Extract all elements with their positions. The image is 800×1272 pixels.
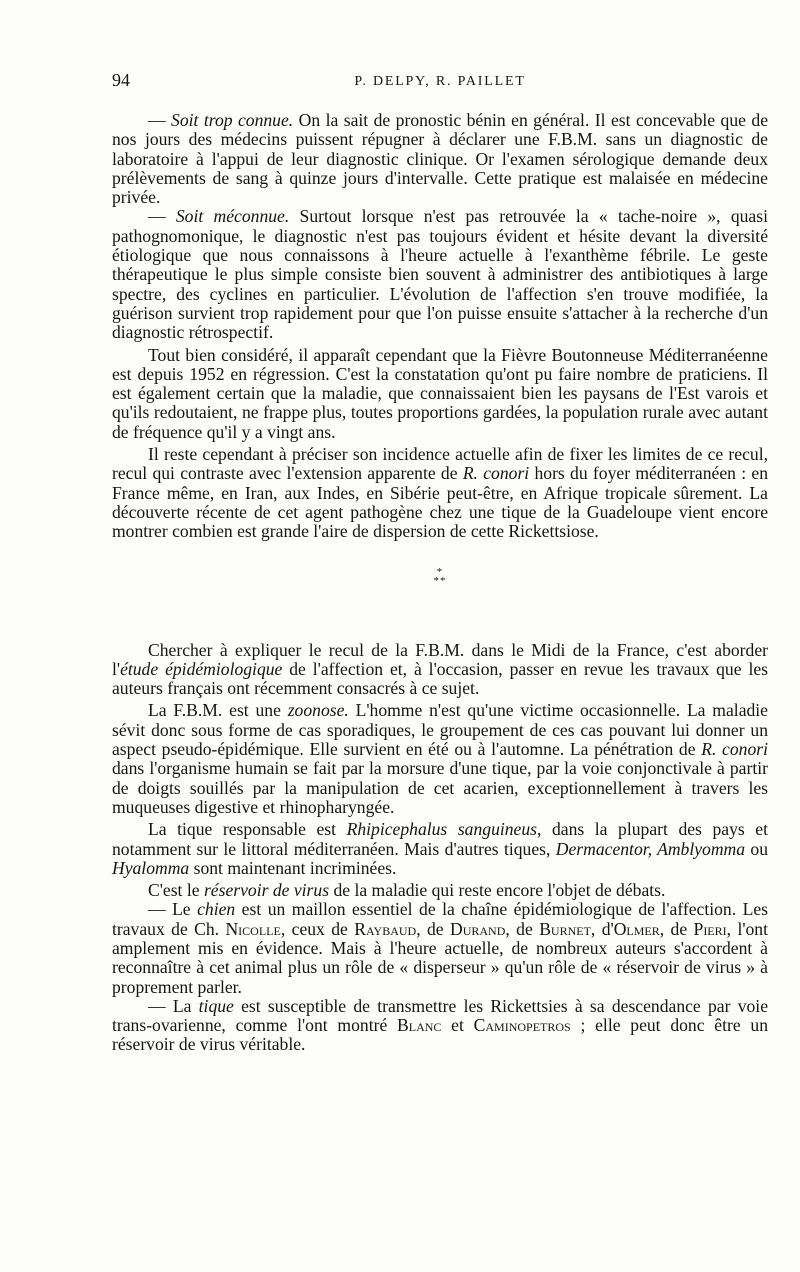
body-text [112, 111, 768, 1055]
text-run: , de [416, 918, 451, 939]
italic-run: Dermacentor, Amblyomma [555, 838, 746, 859]
paragraph-incidence [112, 445, 768, 541]
author-name: Olmer [613, 918, 660, 939]
text-run: , de [505, 918, 540, 939]
asterism-top: * [436, 565, 444, 578]
text-run: dans l'organisme humain se fait par la morsure d'une tique, par la voie conjonctivale à partir de doigts souillés par la manipulation de cet acarien, exceptionnellement à travers les muqueuses digestive et rhinopharyngée. [112, 758, 768, 817]
paragraph-etude-epidemiologique [112, 641, 768, 699]
paragraph-regression [112, 346, 768, 442]
italic-run: tique [198, 995, 234, 1016]
paragraph-soit-meconnue [112, 207, 768, 342]
italic-run: R. conori [462, 463, 530, 484]
text-run: La tique responsable est [148, 819, 347, 840]
author-name: Blanc [397, 1015, 442, 1036]
asterism-bottom: ** [433, 574, 447, 587]
author-name: Pieri [693, 918, 727, 939]
text-run: est susceptible de transmettre les Rickettsies à sa descendance par voie trans-ovarienne, comme l'ont montré [112, 995, 769, 1036]
italic-run: chien [197, 899, 236, 920]
italic-run: Soit trop connue. [171, 110, 294, 130]
page-header [112, 70, 768, 94]
text-run: , de [659, 918, 694, 939]
paragraph-reservoir [112, 881, 768, 900]
author-name: Burnet [539, 918, 591, 939]
text-run: — [148, 110, 172, 130]
text-run: , l'ont amplement mis en évidence. Mais à l'heure actuelle, de nombreux auteurs s'accordent à reconnaître à cet animal plus un rôle de « disperseur » qu'un rôle de « réservoir de virus » à proprement parler. [112, 918, 768, 997]
text-run: de l'affection et, à l'occasion, passer en revue les travaux que les auteurs français ont récemment consacrés à ce sujet. [112, 658, 768, 699]
text-run: L'homme n'est qu'une victime occasionnelle. La maladie sévit donc sous forme de cas sporadiques, le groupement de ces cas pouvant lui donner un aspect pseudo-épidémique. Elle survient en été ou à l'automne. La pénétration de [112, 700, 768, 760]
text-run: Tout bien considéré, il apparaît cependant que la Fièvre Boutonneuse Méditerranéenne est depuis 1952 en régression. C'est la constatation qu'ont pu faire nombre de praticiens. Il est également certain que la maladie, que connaissaient bien les paysans de l'Est varois et qu'ils redoutaient, ne frappe plus, toutes proportions gardées, la population rurale avec autant de fréquence qu'il y a vingt ans. [112, 344, 768, 442]
italic-run: R. conori [701, 739, 768, 760]
text-run: Il reste cependant à préciser son incidence actuelle afin de fixer les limites de ce recul, recul qui contraste avec l'extension apparente de [112, 444, 768, 484]
paragraph-tique-transovarienne [112, 997, 768, 1055]
text-run: de la maladie qui reste encore l'objet de débats. [329, 880, 666, 901]
italic-run: Hyalomma [112, 857, 190, 878]
text-run: Surtout lorsque n'est pas retrouvée la « tache-noire », quasi pathognomonique, le diagnostic n'est pas toujours évident et hésite devant la diversité étiologique que nous connaissons à l'heure actuelle à l'exanthème fébrile. Le geste thérapeutique le plus simple consiste bien souvent à administrer des antibiotiques à large spectre, des cyclines en particulier. L'évolution de l'affection s'en trouve modifiée, la guérison survient trop rapidement pour que l'on puisse ensuite s'attacher à la recherche d'un diagnostic rétrospectif. [112, 206, 768, 343]
text-run: hors du foyer méditerranéen : en France même, en Iran, aux Indes, en Sibérie peut-être, en Afrique tropicale sûrement. La découverte récente de cet agent pathogène chez une tique de la Guadeloupe vient encore montrer combien est grande l'aire de dispersion de cette Rickettsiose. [112, 463, 769, 542]
text-run: — Le [148, 899, 198, 920]
text-run: — [148, 206, 176, 227]
text-run: sont maintenant incriminées. [189, 857, 397, 878]
text-run: , ceux de [280, 918, 355, 939]
italic-run: étude épidémiologique [120, 658, 283, 679]
author-name: Raybaud [354, 918, 417, 939]
author-name: Caminopetros [473, 1015, 571, 1036]
paragraph-tique-responsable [112, 820, 768, 878]
text-run: C'est le [148, 880, 204, 901]
italic-run: Rhipicephalus sanguineus, [346, 819, 542, 840]
paragraph-soit-trop-connue [112, 111, 768, 207]
text-run: — La [148, 995, 199, 1016]
section-asterism [112, 565, 768, 587]
text-run: ; elle peut donc être un réservoir de virus véritable. [112, 1015, 768, 1055]
text-run: et [441, 1015, 474, 1036]
italic-run: zoonose. [287, 700, 349, 721]
italic-run: réservoir de virus [203, 880, 330, 901]
text-run: , d' [590, 918, 614, 939]
text-run: est un maillon essentiel de la chaîne épidémiologique de l'affection. Les travaux de Ch. [112, 899, 768, 939]
author-name: Durand [450, 918, 506, 939]
text-run: dans la plupart des pays et notamment sur le littoral méditerranéen. Mais d'autres tiques, [112, 819, 768, 859]
paragraph-zoonose [112, 701, 768, 817]
text-run: Chercher à expliquer le recul de la F.B.M. dans le Midi de la France, c'est aborder l' [112, 639, 768, 679]
text-run: ou [745, 838, 769, 859]
text-run: On la sait de pronostic bénin en général. Il est concevable que de nos jours des médecins puissent répugner à déclarer une F.B.M. sans un diagnostic de laboratoire à l'appui de leur diagnostic clinique. Or l'examen sérologique demande deux prélèvements de sang à quinze jours d'intervalle. Cette pratique est malaisée en médecine privée. [112, 110, 768, 208]
text-run: La F.B.M. est une [148, 700, 288, 721]
page-number: 94 [112, 70, 130, 90]
running-title: P. DELPY, R. PAILLET [354, 74, 526, 89]
paragraph-chien [112, 900, 768, 996]
author-name: Nicolle [225, 918, 281, 939]
italic-run: Soit méconnue. [175, 206, 290, 227]
